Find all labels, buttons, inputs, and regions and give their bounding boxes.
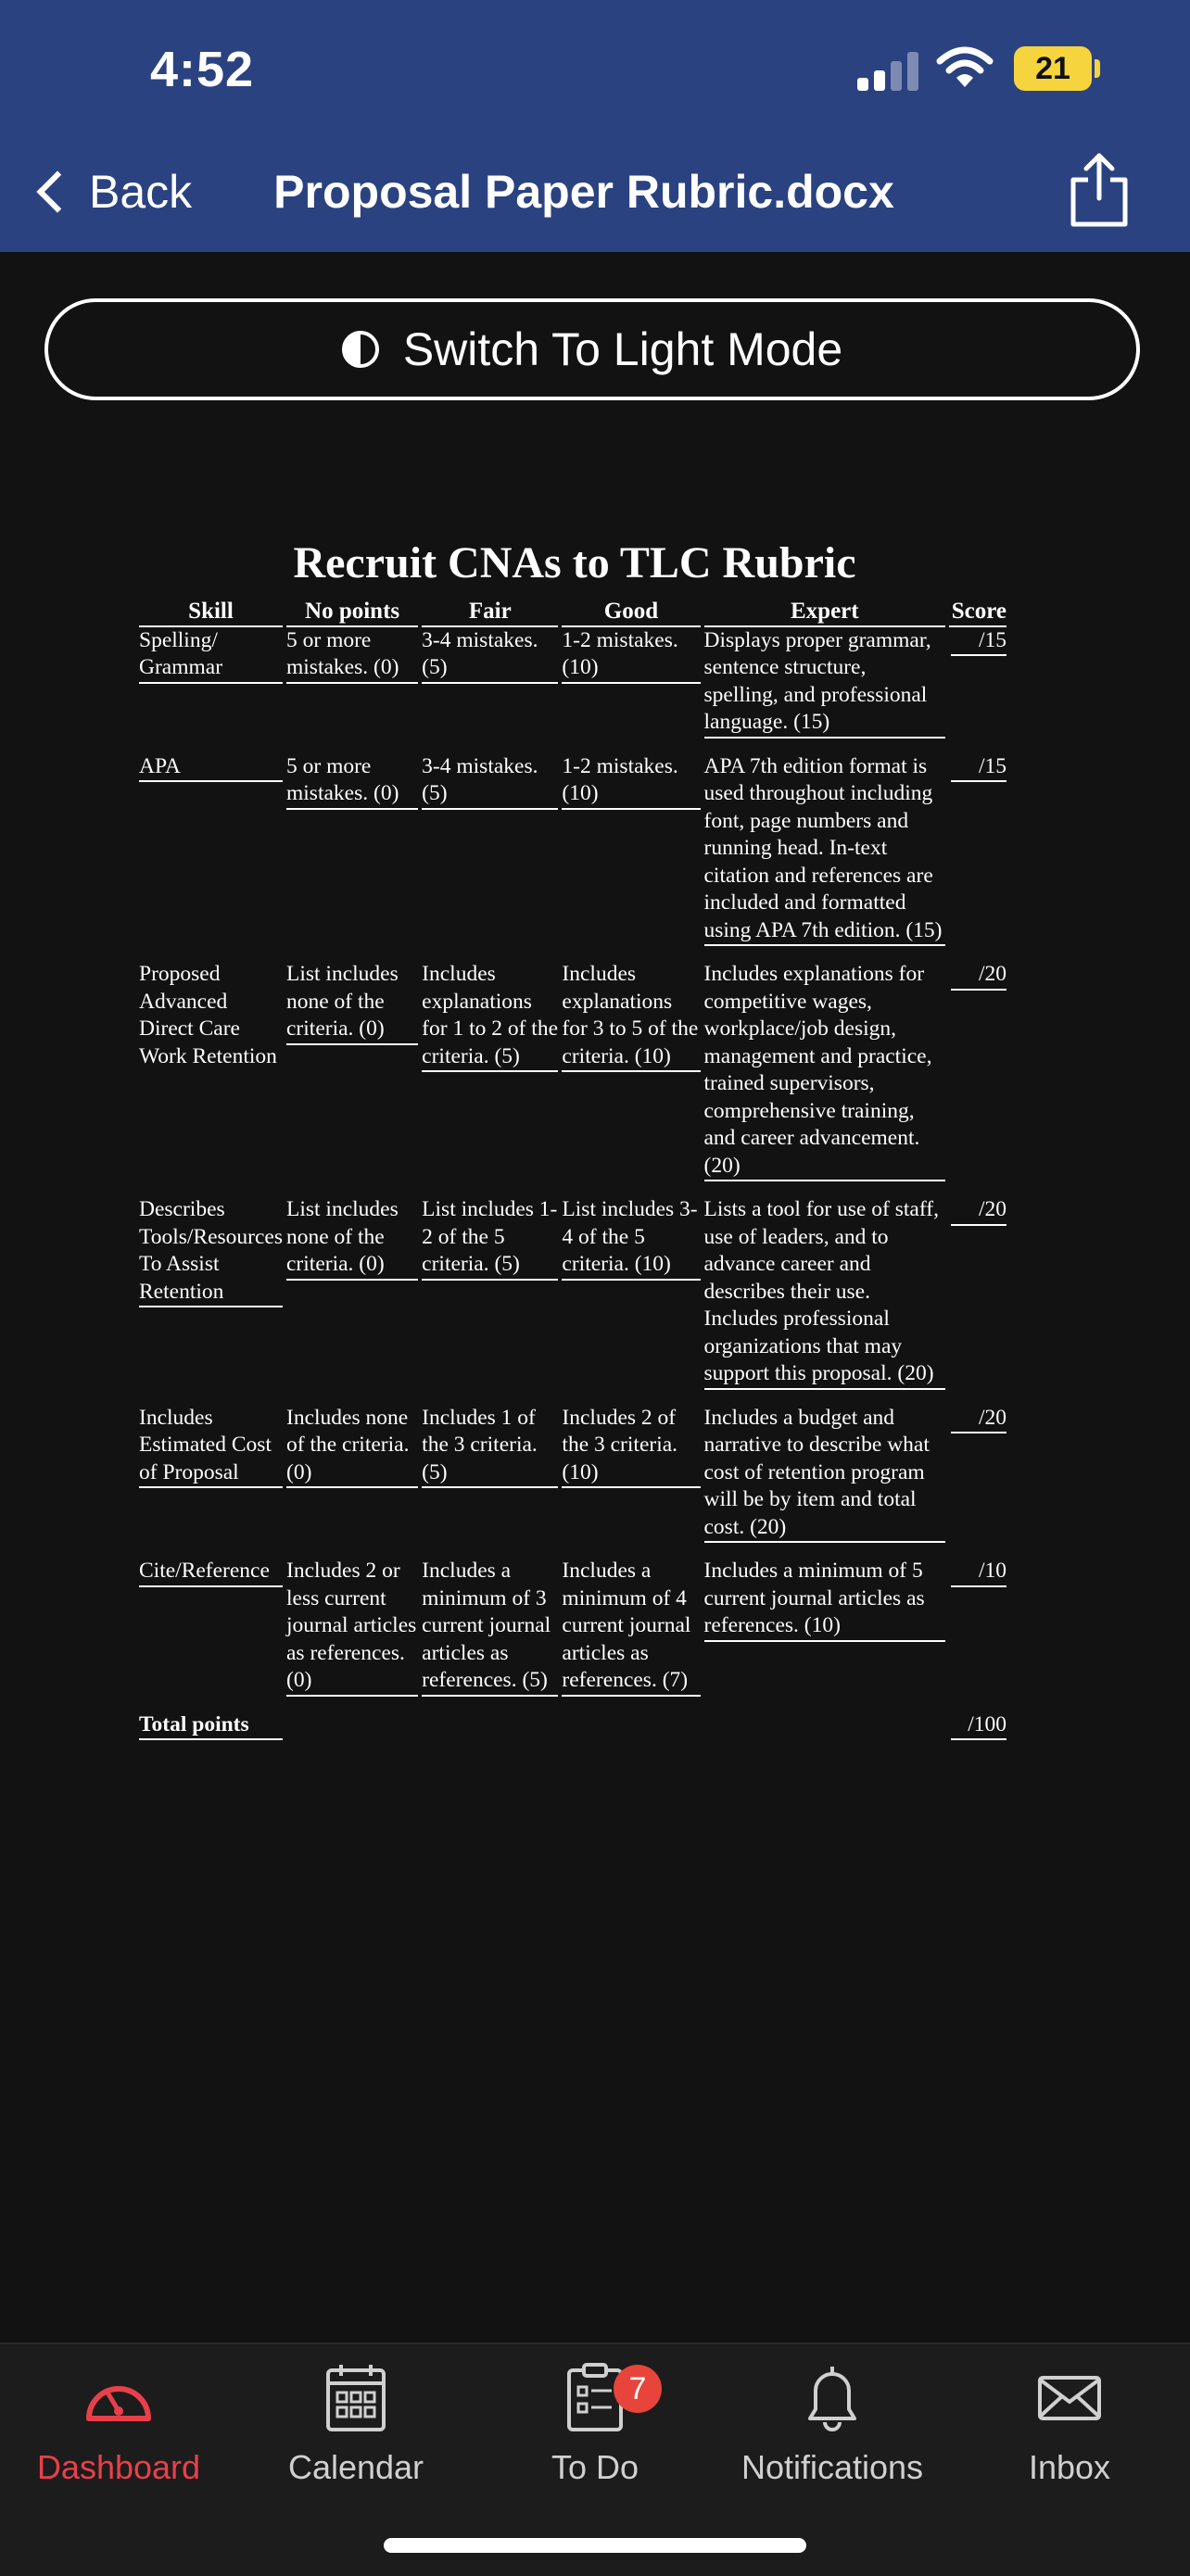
good-cell: Includes a minimum of 4 current journal articles as references. (7)	[562, 1558, 700, 1697]
good-cell: Includes 2 of the 3 criteria. (10)	[562, 1405, 700, 1489]
tab-notifications[interactable]	[714, 2363, 951, 2520]
tab-notifications-label: Notifications	[741, 2448, 924, 2486]
back-button[interactable]	[32, 159, 192, 224]
expert-cell: Lists a tool for use of staff, use of leaders, and to advance career and describes their use. Includes professional organizations that may support this proposal. (20)	[704, 1196, 946, 1390]
skill-cell: Describes Tools/Resources To Assist Retention	[139, 1196, 283, 1307]
fair-cell: Includes a minimum of 3 current journal articles as references. (5)	[422, 1558, 558, 1697]
tab-inbox[interactable]	[951, 2363, 1188, 2520]
no-points-cell: List includes none of the criteria. (0)	[286, 961, 418, 1045]
dashboard-icon	[82, 2363, 156, 2433]
fair-cell: Includes explanations for 1 to 2 of the criteria. (5)	[422, 961, 558, 1072]
home-indicator	[384, 2538, 806, 2553]
tab-dashboard[interactable]	[0, 2363, 237, 2520]
expert-cell: Includes a budget and narrative to describe what cost of retention program will be by item and total cost. (20)	[704, 1405, 946, 1544]
page-title: Proposal Paper Rubric.docx	[273, 166, 894, 218]
table-row	[139, 627, 1006, 753]
signal-icon	[857, 48, 922, 91]
skill-cell: Cite/Reference	[139, 1558, 283, 1587]
status-time: 4:52	[150, 42, 255, 97]
fair-cell: 3-4 mistakes. (5)	[422, 627, 558, 684]
battery-tip	[1095, 59, 1100, 78]
share-icon[interactable]	[1066, 150, 1133, 228]
table-row	[139, 961, 1006, 1196]
table-row	[139, 1558, 1006, 1711]
contrast-icon	[342, 331, 379, 368]
top-bar	[0, 0, 1190, 252]
header-skill: Skill	[139, 598, 283, 627]
battery-indicator: 21	[1014, 46, 1092, 91]
tab-inbox-label: Inbox	[1028, 2448, 1111, 2486]
back-label: Back	[89, 166, 193, 218]
total-label: Total points	[139, 1711, 283, 1741]
expert-cell: Includes explanations for competitive wages, workplace/job design, management and practice, trained supervisors, comprehensive training, and career advancement. (20)	[704, 961, 946, 1181]
expert-cell: Includes a minimum of 5 current journal articles as references. (10)	[704, 1558, 946, 1642]
tab-todo-label: To Do	[551, 2448, 639, 2486]
no-points-cell: 5 or more mistakes. (0)	[286, 627, 418, 684]
score-cell: /20	[951, 1405, 1006, 1434]
score-cell: /20	[951, 961, 1006, 991]
tab-calendar[interactable]	[237, 2363, 475, 2520]
table-row	[139, 753, 1006, 962]
good-cell: List includes 3-4 of the 5 criteria. (10)	[562, 1196, 700, 1281]
fair-cell: Includes 1 of the 3 criteria. (5)	[422, 1405, 558, 1489]
good-cell: 1-2 mistakes. (10)	[562, 753, 700, 810]
no-points-cell: Includes none of the criteria. (0)	[286, 1405, 418, 1489]
no-points-cell: Includes 2 or less current journal articles as references. (0)	[286, 1558, 418, 1697]
score-cell: /15	[951, 753, 1006, 783]
inbox-icon	[1032, 2363, 1107, 2433]
fair-cell: List includes 1-2 of the 5 criteria. (5)	[422, 1196, 558, 1281]
document-title: Recruit CNAs to TLC Rubric	[293, 538, 856, 587]
fair-cell: 3-4 mistakes. (5)	[422, 753, 558, 810]
switch-light-mode-button[interactable]	[44, 298, 1140, 400]
expert-cell: Displays proper grammar, sentence structure, spelling, and professional language. (15)	[704, 627, 946, 739]
skill-cell: Spelling/ Grammar	[139, 627, 283, 684]
header-expert: Expert	[704, 598, 946, 627]
no-points-cell: List includes none of the criteria. (0)	[286, 1196, 418, 1281]
tab-calendar-label: Calendar	[287, 2448, 424, 2486]
header-score: Score	[949, 598, 1006, 627]
calendar-icon	[319, 2363, 393, 2433]
score-cell: /15	[951, 627, 1006, 657]
switch-light-mode-label: Switch To Light Mode	[402, 323, 843, 375]
skill-cell: Includes Estimated Cost of Proposal	[139, 1405, 283, 1489]
expert-cell: APA 7th edition format is used throughout including font, page numbers and running head. In-text citation and references are included and formatted using APA 7th edition. (15)	[704, 753, 946, 947]
table-header-row	[139, 598, 1006, 627]
header-good: Good	[562, 598, 700, 627]
header-fair: Fair	[422, 598, 558, 627]
header-no-points: No points	[286, 598, 418, 627]
good-cell: 1-2 mistakes. (10)	[562, 627, 700, 684]
skill-cell: APA	[139, 753, 283, 783]
score-cell: /20	[951, 1196, 1006, 1226]
document-view[interactable]	[139, 537, 1010, 1755]
bell-icon	[795, 2363, 869, 2433]
chevron-left-icon	[36, 170, 78, 212]
tab-dashboard-label: Dashboard	[36, 2448, 201, 2486]
todo-badge: 7	[614, 2365, 662, 2413]
skill-cell: Proposed Advanced Direct Care Work Retention	[139, 962, 277, 1068]
total-score: /100	[951, 1711, 1006, 1741]
total-row	[139, 1711, 1006, 1756]
good-cell: Includes explanations for 3 to 5 of the criteria. (10)	[562, 961, 700, 1072]
wifi-icon	[936, 46, 994, 91]
score-cell: /10	[951, 1558, 1006, 1587]
table-row	[139, 1196, 1006, 1405]
rubric-table	[135, 598, 1010, 1755]
tab-todo[interactable]	[476, 2363, 714, 2520]
no-points-cell: 5 or more mistakes. (0)	[286, 753, 418, 810]
table-row	[139, 1405, 1006, 1559]
